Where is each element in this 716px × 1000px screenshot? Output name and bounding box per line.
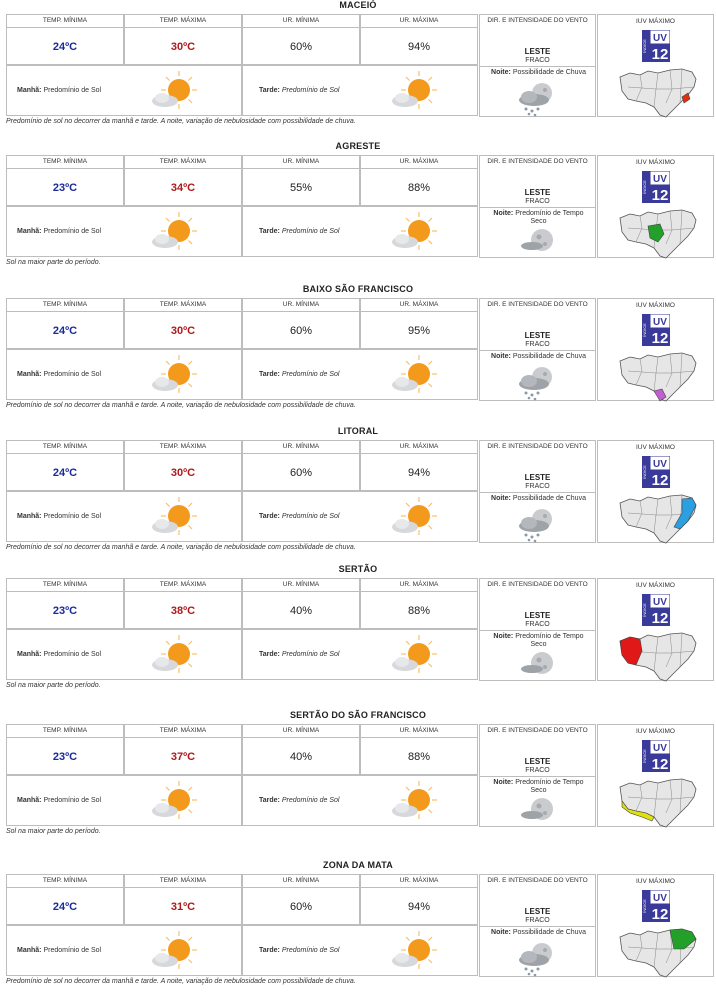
wind-cell — [479, 724, 596, 827]
region-block — [0, 710, 716, 850]
wind-direction: LESTE — [524, 331, 551, 340]
sun-cloud-icon — [149, 69, 199, 113]
temp-min-cell — [6, 14, 124, 65]
ur-min-cell — [242, 874, 360, 925]
ur-min-value: 55% — [289, 181, 313, 194]
uv-index-badge-icon — [642, 594, 670, 626]
sun-cloud-icon — [389, 779, 439, 823]
temp-max-header: TEMP. MÁXIMA — [125, 15, 241, 28]
ur-min-cell — [242, 298, 360, 349]
temp-max-header: TEMP. MÁXIMA — [125, 441, 241, 454]
svg-text:12: 12 — [651, 187, 669, 203]
afternoon-label: Tarde: Predomínio de Sol — [259, 228, 340, 235]
sun-cloud-icon — [149, 633, 199, 677]
svg-text:UV: UV — [653, 893, 667, 904]
iuv-header: IUV MÁXIMO — [635, 878, 675, 885]
ur-min-header: UR. MÍNIMA — [243, 725, 359, 738]
wind-header: DIR. E INTENSIDADE DO VENTO — [487, 877, 588, 884]
night-label: Noite: Possibilidade de Chuva — [491, 353, 586, 360]
afternoon-cell — [242, 491, 478, 542]
wind-header: DIR. E INTENSIDADE DO VENTO — [487, 727, 588, 734]
wind-cell — [479, 440, 596, 543]
svg-text:ÍNDICE: ÍNDICE — [642, 323, 647, 337]
afternoon-label: Tarde: Predomínio de Sol — [259, 87, 340, 94]
iuv-header: IUV MÁXIMO — [635, 728, 675, 735]
ur-max-cell — [360, 155, 478, 206]
ur-max-header: UR. MÁXIMA — [361, 299, 477, 312]
morning-label: Manhã: Predomínio de Sol — [17, 947, 102, 954]
afternoon-cell — [242, 629, 478, 680]
night-cell — [480, 350, 595, 403]
temp-max-cell — [124, 874, 242, 925]
morning-label: Manhã: Predomínio de Sol — [17, 797, 102, 804]
svg-text:12: 12 — [651, 330, 669, 346]
ur-max-cell — [360, 298, 478, 349]
svg-text:12: 12 — [651, 610, 669, 626]
temp-min-value: 23ºC — [52, 181, 78, 194]
morning-label: Manhã: Predomínio de Sol — [17, 651, 102, 658]
svg-text:ÍNDICE: ÍNDICE — [642, 39, 647, 53]
moon-clear-icon — [512, 222, 564, 260]
region-description: Predomínio de sol no decorrer da manhã e tarde. A noite, variação de nebulosidade com possibilidade de chuva. — [6, 402, 356, 409]
afternoon-cell — [242, 206, 478, 257]
temp-min-header: TEMP. MÍNIMA — [7, 579, 123, 592]
sun-cloud-icon — [389, 929, 439, 973]
wind-intensity: FRACO — [525, 57, 550, 64]
region-title: ZONA DA MATA — [323, 860, 393, 870]
ur-min-header: UR. MÍNIMA — [243, 441, 359, 454]
ur-min-header: UR. MÍNIMA — [243, 299, 359, 312]
alagoas-map-icon — [618, 631, 698, 683]
ur-max-value: 94% — [407, 40, 431, 53]
wind-direction: LESTE — [524, 473, 551, 482]
ur-max-value: 94% — [407, 466, 431, 479]
ur-min-value: 60% — [289, 40, 313, 53]
temp-min-cell — [6, 298, 124, 349]
region-block — [0, 564, 716, 704]
alagoas-map-icon — [618, 927, 698, 979]
wind-direction: LESTE — [524, 47, 551, 56]
uv-index-badge-icon — [642, 171, 670, 203]
night-cell — [480, 776, 595, 829]
region-description: Sol na maior parte do período. — [6, 828, 101, 835]
iuv-cell — [597, 874, 714, 977]
uv-index-badge-icon — [642, 890, 670, 922]
night-label: Noite: Possibilidade de Chuva — [491, 69, 586, 76]
ur-max-header: UR. MÁXIMA — [361, 15, 477, 28]
night-label: Noite: Possibilidade de Chuva — [491, 495, 586, 502]
ur-max-header: UR. MÁXIMA — [361, 579, 477, 592]
iuv-cell — [597, 155, 714, 258]
night-label: Noite: Predomínio de Tempo Seco — [493, 633, 584, 648]
morning-cell — [6, 206, 242, 257]
wind-cell — [479, 874, 596, 977]
wind-header: DIR. E INTENSIDADE DO VENTO — [487, 158, 588, 165]
temp-max-value: 30ºC — [170, 324, 196, 337]
wind-header: DIR. E INTENSIDADE DO VENTO — [487, 301, 588, 308]
afternoon-cell — [242, 65, 478, 116]
region-title: BAIXO SÃO FRANCISCO — [302, 284, 414, 294]
wind-cell — [479, 578, 596, 681]
wind-header: DIR. E INTENSIDADE DO VENTO — [487, 17, 588, 24]
temp-max-cell — [124, 724, 242, 775]
sun-cloud-icon — [389, 353, 439, 397]
afternoon-label: Tarde: Predomínio de Sol — [259, 797, 340, 804]
ur-max-cell — [360, 14, 478, 65]
ur-max-header: UR. MÁXIMA — [361, 725, 477, 738]
morning-label: Manhã: Predomínio de Sol — [17, 513, 102, 520]
temp-max-cell — [124, 440, 242, 491]
moon-rain-icon — [512, 79, 564, 117]
wind-cell — [479, 14, 596, 117]
iuv-header: IUV MÁXIMO — [635, 302, 675, 309]
iuv-cell — [597, 440, 714, 543]
temp-max-cell — [124, 14, 242, 65]
alagoas-map-icon — [618, 777, 698, 829]
sun-cloud-icon — [389, 495, 439, 539]
afternoon-label: Tarde: Predomínio de Sol — [259, 651, 340, 658]
temp-min-header: TEMP. MÍNIMA — [7, 156, 123, 169]
region-description: Predomínio de sol no decorrer da manhã e tarde. A noite, variação de nebulosidade com possibilidade de chuva. — [6, 118, 356, 125]
ur-min-cell — [242, 724, 360, 775]
iuv-header: IUV MÁXIMO — [635, 444, 675, 451]
morning-label: Manhã: Predomínio de Sol — [17, 228, 102, 235]
ur-min-cell — [242, 155, 360, 206]
temp-min-value: 24ºC — [52, 40, 78, 53]
afternoon-cell — [242, 925, 478, 976]
svg-text:UV: UV — [653, 174, 667, 185]
region-description: Sol na maior parte do período. — [6, 259, 101, 266]
region-description: Predomínio de sol no decorrer da manhã e tarde. A noite, variação de nebulosidade com possibilidade de chuva. — [6, 544, 356, 551]
temp-min-value: 24ºC — [52, 466, 78, 479]
temp-min-header: TEMP. MÍNIMA — [7, 299, 123, 312]
region-title: SERTÃO DO SÃO FRANCISCO — [289, 710, 427, 720]
iuv-cell — [597, 578, 714, 681]
temp-min-cell — [6, 874, 124, 925]
temp-max-value: 34ºC — [170, 181, 196, 194]
moon-clear-icon — [512, 645, 564, 683]
morning-cell — [6, 925, 242, 976]
iuv-header: IUV MÁXIMO — [635, 159, 675, 166]
ur-min-value: 60% — [289, 900, 313, 913]
alagoas-map-icon — [618, 208, 698, 260]
region-block — [0, 860, 716, 1000]
iuv-cell — [597, 724, 714, 827]
afternoon-label: Tarde: Predomínio de Sol — [259, 947, 340, 954]
alagoas-map-icon — [618, 351, 698, 403]
night-label: Noite: Predomínio de Tempo Seco — [493, 210, 584, 225]
ur-min-header: UR. MÍNIMA — [243, 579, 359, 592]
region-block — [0, 0, 716, 140]
region-title: MACEIÓ — [339, 0, 377, 10]
ur-max-value: 88% — [407, 181, 431, 194]
region-title: SERTÃO — [338, 564, 378, 574]
iuv-header: IUV MÁXIMO — [635, 582, 675, 589]
ur-min-value: 60% — [289, 324, 313, 337]
region-description: Predomínio de sol no decorrer da manhã e tarde. A noite, variação de nebulosidade com possibilidade de chuva. — [6, 978, 356, 985]
wind-direction: LESTE — [524, 757, 551, 766]
ur-max-header: UR. MÁXIMA — [361, 441, 477, 454]
region-block — [0, 284, 716, 424]
temp-max-value: 30ºC — [170, 466, 196, 479]
wind-cell — [479, 298, 596, 401]
alagoas-map-icon — [618, 67, 698, 119]
uv-index-badge-icon — [642, 456, 670, 488]
temp-max-value: 37ºC — [170, 750, 196, 763]
ur-max-cell — [360, 440, 478, 491]
temp-min-value: 24ºC — [52, 900, 78, 913]
wind-intensity: FRACO — [525, 198, 550, 205]
temp-min-cell — [6, 155, 124, 206]
temp-max-value: 31ºC — [170, 900, 196, 913]
ur-max-cell — [360, 874, 478, 925]
temp-min-cell — [6, 440, 124, 491]
morning-label: Manhã: Predomínio de Sol — [17, 87, 102, 94]
ur-min-header: UR. MÍNIMA — [243, 15, 359, 28]
svg-text:ÍNDICE: ÍNDICE — [642, 603, 647, 617]
sun-cloud-icon — [149, 779, 199, 823]
night-cell — [480, 492, 595, 545]
afternoon-cell — [242, 775, 478, 826]
moon-rain-icon — [512, 939, 564, 977]
temp-max-cell — [124, 155, 242, 206]
sun-cloud-icon — [389, 69, 439, 113]
ur-max-cell — [360, 724, 478, 775]
svg-text:UV: UV — [653, 317, 667, 328]
night-label: Noite: Predomínio de Tempo Seco — [493, 779, 584, 794]
iuv-header: IUV MÁXIMO — [635, 18, 675, 25]
morning-label: Manhã: Predomínio de Sol — [17, 371, 102, 378]
temp-min-cell — [6, 578, 124, 629]
temp-max-value: 38ºC — [170, 604, 196, 617]
ur-max-value: 88% — [407, 750, 431, 763]
night-label: Noite: Possibilidade de Chuva — [491, 929, 586, 936]
temp-max-header: TEMP. MÁXIMA — [125, 875, 241, 888]
iuv-cell — [597, 298, 714, 401]
ur-min-cell — [242, 14, 360, 65]
svg-text:12: 12 — [651, 46, 669, 62]
night-cell — [480, 66, 595, 119]
sun-cloud-icon — [149, 353, 199, 397]
svg-text:ÍNDICE: ÍNDICE — [642, 899, 647, 913]
ur-max-value: 94% — [407, 900, 431, 913]
svg-text:UV: UV — [653, 597, 667, 608]
region-block — [0, 141, 716, 281]
wind-direction: LESTE — [524, 188, 551, 197]
sun-cloud-icon — [149, 495, 199, 539]
wind-direction: LESTE — [524, 907, 551, 916]
svg-text:ÍNDICE: ÍNDICE — [642, 749, 647, 763]
temp-min-value: 23ºC — [52, 750, 78, 763]
svg-text:UV: UV — [653, 33, 667, 44]
wind-direction: LESTE — [524, 611, 551, 620]
region-description: Sol na maior parte do período. — [6, 682, 101, 689]
ur-min-value: 40% — [289, 604, 313, 617]
temp-min-header: TEMP. MÍNIMA — [7, 441, 123, 454]
wind-intensity: FRACO — [525, 341, 550, 348]
night-cell — [480, 926, 595, 979]
night-cell — [480, 630, 595, 683]
afternoon-label: Tarde: Predomínio de Sol — [259, 371, 340, 378]
region-title: AGRESTE — [335, 141, 381, 151]
temp-min-value: 23ºC — [52, 604, 78, 617]
moon-clear-icon — [512, 791, 564, 829]
temp-min-header: TEMP. MÍNIMA — [7, 15, 123, 28]
uv-index-badge-icon — [642, 30, 670, 62]
temp-max-header: TEMP. MÁXIMA — [125, 579, 241, 592]
sun-cloud-icon — [149, 929, 199, 973]
ur-max-value: 95% — [407, 324, 431, 337]
ur-max-header: UR. MÁXIMA — [361, 156, 477, 169]
svg-text:UV: UV — [653, 743, 667, 754]
temp-min-header: TEMP. MÍNIMA — [7, 725, 123, 738]
wind-intensity: FRACO — [525, 483, 550, 490]
ur-max-header: UR. MÁXIMA — [361, 875, 477, 888]
ur-min-header: UR. MÍNIMA — [243, 875, 359, 888]
ur-min-value: 40% — [289, 750, 313, 763]
ur-min-cell — [242, 578, 360, 629]
temp-min-cell — [6, 724, 124, 775]
svg-text:UV: UV — [653, 459, 667, 470]
region-title: LITORAL — [337, 426, 379, 436]
afternoon-label: Tarde: Predomínio de Sol — [259, 513, 340, 520]
wind-header: DIR. E INTENSIDADE DO VENTO — [487, 581, 588, 588]
ur-min-cell — [242, 440, 360, 491]
moon-rain-icon — [512, 363, 564, 401]
wind-header: DIR. E INTENSIDADE DO VENTO — [487, 443, 588, 450]
uv-index-badge-icon — [642, 314, 670, 346]
ur-max-value: 88% — [407, 604, 431, 617]
morning-cell — [6, 629, 242, 680]
svg-text:ÍNDICE: ÍNDICE — [642, 180, 647, 194]
night-cell — [480, 207, 595, 260]
sun-cloud-icon — [389, 633, 439, 677]
temp-min-value: 24ºC — [52, 324, 78, 337]
morning-cell — [6, 775, 242, 826]
svg-text:12: 12 — [651, 472, 669, 488]
temp-max-value: 30ºC — [170, 40, 196, 53]
morning-cell — [6, 65, 242, 116]
ur-max-cell — [360, 578, 478, 629]
afternoon-cell — [242, 349, 478, 400]
wind-intensity: FRACO — [525, 621, 550, 628]
region-block — [0, 426, 716, 566]
svg-text:12: 12 — [651, 906, 669, 922]
uv-index-badge-icon — [642, 740, 670, 772]
ur-min-value: 60% — [289, 466, 313, 479]
morning-cell — [6, 349, 242, 400]
alagoas-map-icon — [618, 493, 698, 545]
moon-rain-icon — [512, 505, 564, 543]
svg-text:ÍNDICE: ÍNDICE — [642, 465, 647, 479]
temp-max-cell — [124, 298, 242, 349]
sun-cloud-icon — [149, 210, 199, 254]
wind-intensity: FRACO — [525, 767, 550, 774]
sun-cloud-icon — [389, 210, 439, 254]
wind-intensity: FRACO — [525, 917, 550, 924]
temp-max-header: TEMP. MÁXIMA — [125, 156, 241, 169]
temp-max-header: TEMP. MÁXIMA — [125, 299, 241, 312]
morning-cell — [6, 491, 242, 542]
ur-min-header: UR. MÍNIMA — [243, 156, 359, 169]
temp-max-cell — [124, 578, 242, 629]
svg-text:12: 12 — [651, 756, 669, 772]
wind-cell — [479, 155, 596, 258]
temp-min-header: TEMP. MÍNIMA — [7, 875, 123, 888]
temp-max-header: TEMP. MÁXIMA — [125, 725, 241, 738]
iuv-cell — [597, 14, 714, 117]
